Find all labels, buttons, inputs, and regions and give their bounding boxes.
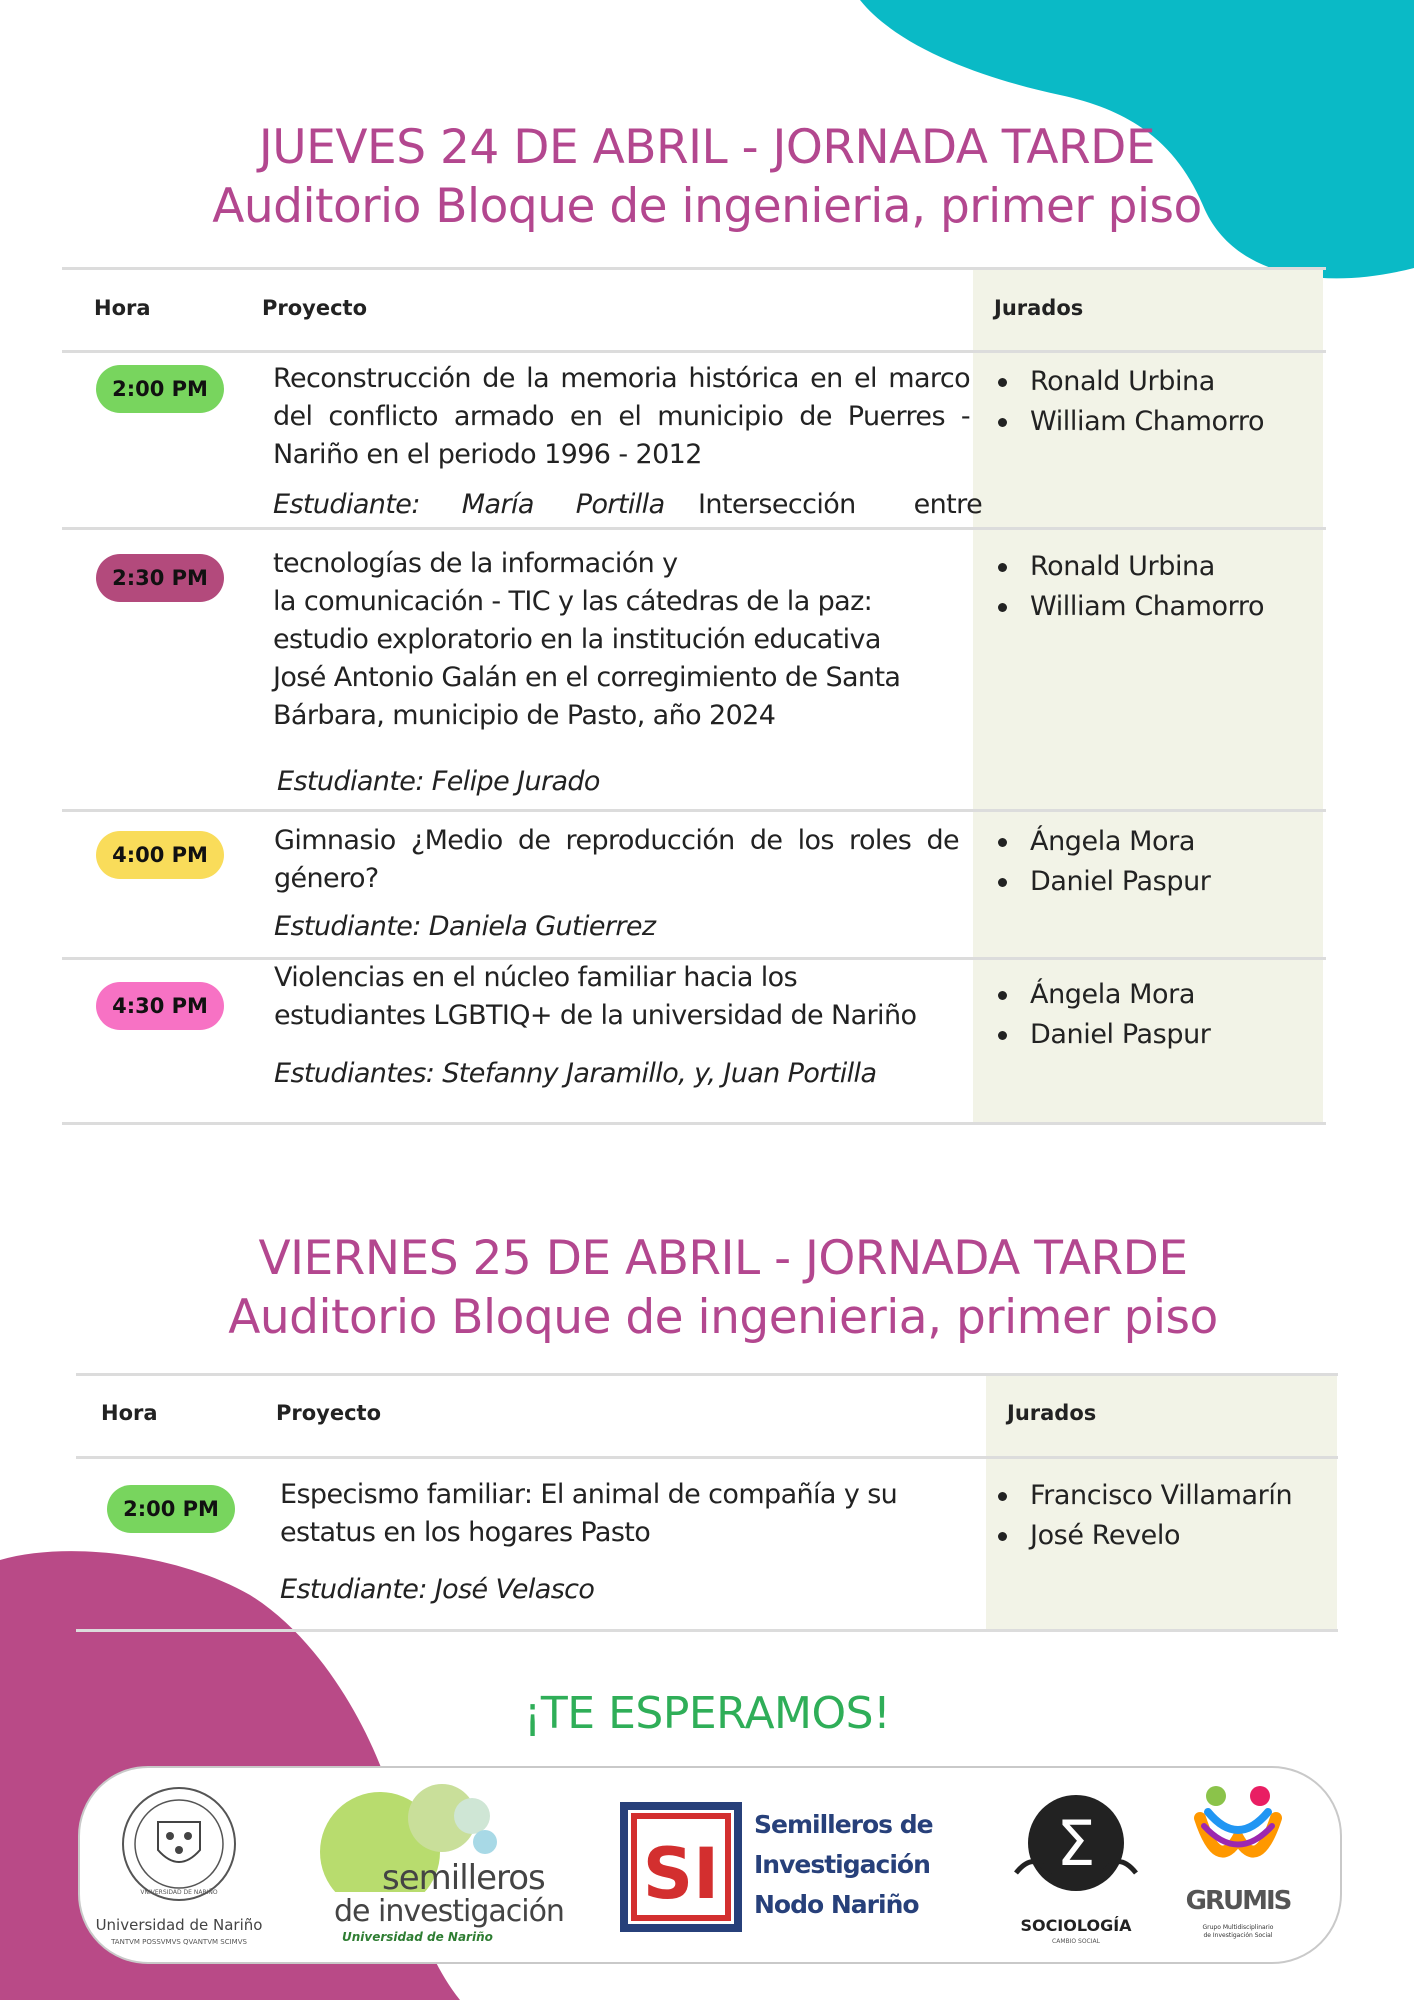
project-title bbox=[274, 959, 971, 1035]
project-title-line: tecnologías de la información y bbox=[273, 548, 678, 579]
project-title-line: Gimnasio ¿Medio de reproducción de los roles de bbox=[274, 825, 959, 856]
jurado-name: Francisco Villamarín bbox=[994, 1476, 1292, 1516]
day2-top-rule bbox=[76, 1373, 1338, 1376]
sigma-emblem-icon bbox=[996, 1788, 1156, 1908]
day1-header-proyecto: Proyecto bbox=[262, 296, 368, 320]
grumis-logo bbox=[1178, 1778, 1298, 1953]
sociologia-text: SOCIOLOGÍA bbox=[1020, 1916, 1132, 1935]
jurado-name: Ronald Urbina bbox=[994, 362, 1264, 402]
si-mark-text: SI bbox=[642, 1833, 720, 1915]
jurados-list bbox=[994, 975, 1210, 1055]
day2-header-proyecto: Proyecto bbox=[276, 1401, 382, 1425]
day2-title bbox=[16, 1229, 1414, 1347]
student-name: Estudiante: Daniela Gutierrez bbox=[274, 911, 656, 942]
project-title-line: estudio exploratorio en la institución educativa bbox=[273, 624, 881, 655]
grumis-text: GRUMIS bbox=[1185, 1886, 1291, 1916]
sigma-glyph: Σ bbox=[1056, 1807, 1096, 1880]
day1-header-hora: Hora bbox=[94, 296, 151, 320]
seal-ring-text: VNIVERSIDAD DE NARIÑO bbox=[140, 1889, 218, 1896]
day2-title-line2: Auditorio Bloque de ingenieria, primer piso bbox=[228, 1290, 1218, 1345]
jurado-name: William Chamorro bbox=[994, 402, 1264, 442]
jurado-name: Daniel Paspur bbox=[994, 862, 1210, 902]
jurado-name: Ronald Urbina bbox=[994, 547, 1264, 587]
day1-title bbox=[0, 118, 1414, 236]
semilleros-sub: Universidad de Nariño bbox=[342, 1930, 493, 1944]
day1-header-jurados: Jurados bbox=[994, 296, 1084, 320]
jurados-list bbox=[994, 822, 1210, 902]
si-line2: Investigación bbox=[754, 1850, 930, 1879]
si-nodo-narino-logo bbox=[620, 1802, 950, 1942]
project-title bbox=[273, 545, 970, 735]
day2-header-jurados: Jurados bbox=[1007, 1401, 1097, 1425]
student-name: Estudiante: Felipe Jurado bbox=[277, 766, 600, 797]
semilleros-word1: semilleros bbox=[382, 1858, 545, 1898]
jurado-name: Ángela Mora bbox=[994, 822, 1210, 862]
day2-title-line1: VIERNES 25 DE ABRIL - JORNADA TARDE bbox=[258, 1231, 1188, 1286]
day2-bottom-rule bbox=[76, 1629, 1338, 1632]
time-pill-1400: 2:00 PM bbox=[107, 1485, 235, 1533]
jurado-name: Daniel Paspur bbox=[994, 1015, 1210, 1055]
time-pill-1400: 2:00 PM bbox=[96, 365, 224, 413]
jurados-list bbox=[994, 1476, 1292, 1556]
sociologia-sub-text: CAMBIO SOCIAL bbox=[1052, 1938, 1100, 1945]
jurados-list bbox=[994, 362, 1264, 442]
day1-title-line2: Auditorio Bloque de ingenieria, primer piso bbox=[212, 179, 1202, 234]
grumis-sub1: Grupo Multidisciplinario bbox=[1202, 1924, 1274, 1931]
project-title-line: género? bbox=[274, 863, 379, 894]
semilleros-word2: de investigación bbox=[334, 1894, 564, 1929]
time-pill-1630: 4:30 PM bbox=[96, 982, 224, 1030]
jurado-name: Ángela Mora bbox=[994, 975, 1210, 1015]
time-pill-1600: 4:00 PM bbox=[96, 831, 224, 879]
semilleros-udenar-logo bbox=[302, 1782, 564, 1952]
udenar-motto-text: TANTVM POSSVMVS QVANTVM SCIMVS bbox=[111, 1938, 247, 1946]
project-title-line: Nariño en el periodo 1996 - 2012 bbox=[273, 439, 702, 470]
project-title-line: del conflicto armado en el municipio de Puerres - bbox=[273, 401, 970, 432]
student-name: Estudiante: José Velasco bbox=[280, 1574, 595, 1605]
day1-title-line1: JUEVES 24 DE ABRIL - JORNADA TARDE bbox=[258, 120, 1156, 175]
si-mark-icon bbox=[620, 1802, 742, 1932]
jurado-name: José Revelo bbox=[994, 1516, 1292, 1556]
jurados-list bbox=[994, 547, 1264, 627]
time-pill-1430: 2:30 PM bbox=[96, 554, 224, 602]
sponsor-logo-bar bbox=[78, 1766, 1342, 1964]
day2-header-rule bbox=[76, 1456, 1338, 1459]
project-title bbox=[280, 1476, 970, 1552]
project-title-line: Especismo familiar: El animal de compañía y su bbox=[280, 1479, 898, 1510]
row-divider bbox=[62, 527, 1326, 530]
jurado-name: William Chamorro bbox=[994, 587, 1264, 627]
project-title-line: la comunicación - TIC y las cátedras de la paz: bbox=[273, 586, 873, 617]
si-line3: Nodo Nariño bbox=[754, 1890, 919, 1919]
university-seal-icon bbox=[94, 1782, 264, 1917]
project-title-line: Violencias en el núcleo familiar hacia los bbox=[274, 962, 798, 993]
sociologia-logo bbox=[996, 1788, 1156, 1953]
day1-top-rule bbox=[62, 267, 1326, 270]
student-name: Estudiantes: Stefanny Jaramillo, y, Juan Portilla bbox=[274, 1058, 877, 1089]
project-title-line: estatus en los hogares Pasto bbox=[280, 1517, 651, 1548]
si-line1: Semilleros de bbox=[754, 1810, 933, 1839]
te-esperamos-text: ¡TE ESPERAMOS! bbox=[523, 1688, 891, 1739]
udenar-name-text: Universidad de Nariño bbox=[95, 1916, 263, 1934]
project-title bbox=[273, 360, 970, 474]
project-title-line: Bárbara, municipio de Pasto, año 2024 bbox=[273, 700, 776, 731]
project-title-line: José Antonio Galán en el corregimiento de Santa bbox=[273, 662, 901, 693]
day2-header-hora: Hora bbox=[101, 1401, 158, 1425]
grumis-figures-icon bbox=[1178, 1778, 1298, 1878]
project-title bbox=[274, 822, 959, 898]
day1-header-rule bbox=[62, 350, 1326, 353]
universidad-narino-logo bbox=[94, 1782, 264, 1952]
student-name: Estudiante: María Portilla bbox=[273, 489, 665, 520]
project-title-line: estudiantes LGBTIQ+ de la universidad de Nariño bbox=[274, 1000, 917, 1031]
project-title-line: Reconstrucción de la memoria histórica en el marco bbox=[273, 363, 970, 394]
row-divider bbox=[62, 809, 1326, 812]
project-title-overflow: Intersección entre bbox=[698, 489, 983, 520]
day1-bottom-rule bbox=[62, 1122, 1326, 1125]
grumis-sub2: de Investigación Social bbox=[1203, 1932, 1273, 1939]
